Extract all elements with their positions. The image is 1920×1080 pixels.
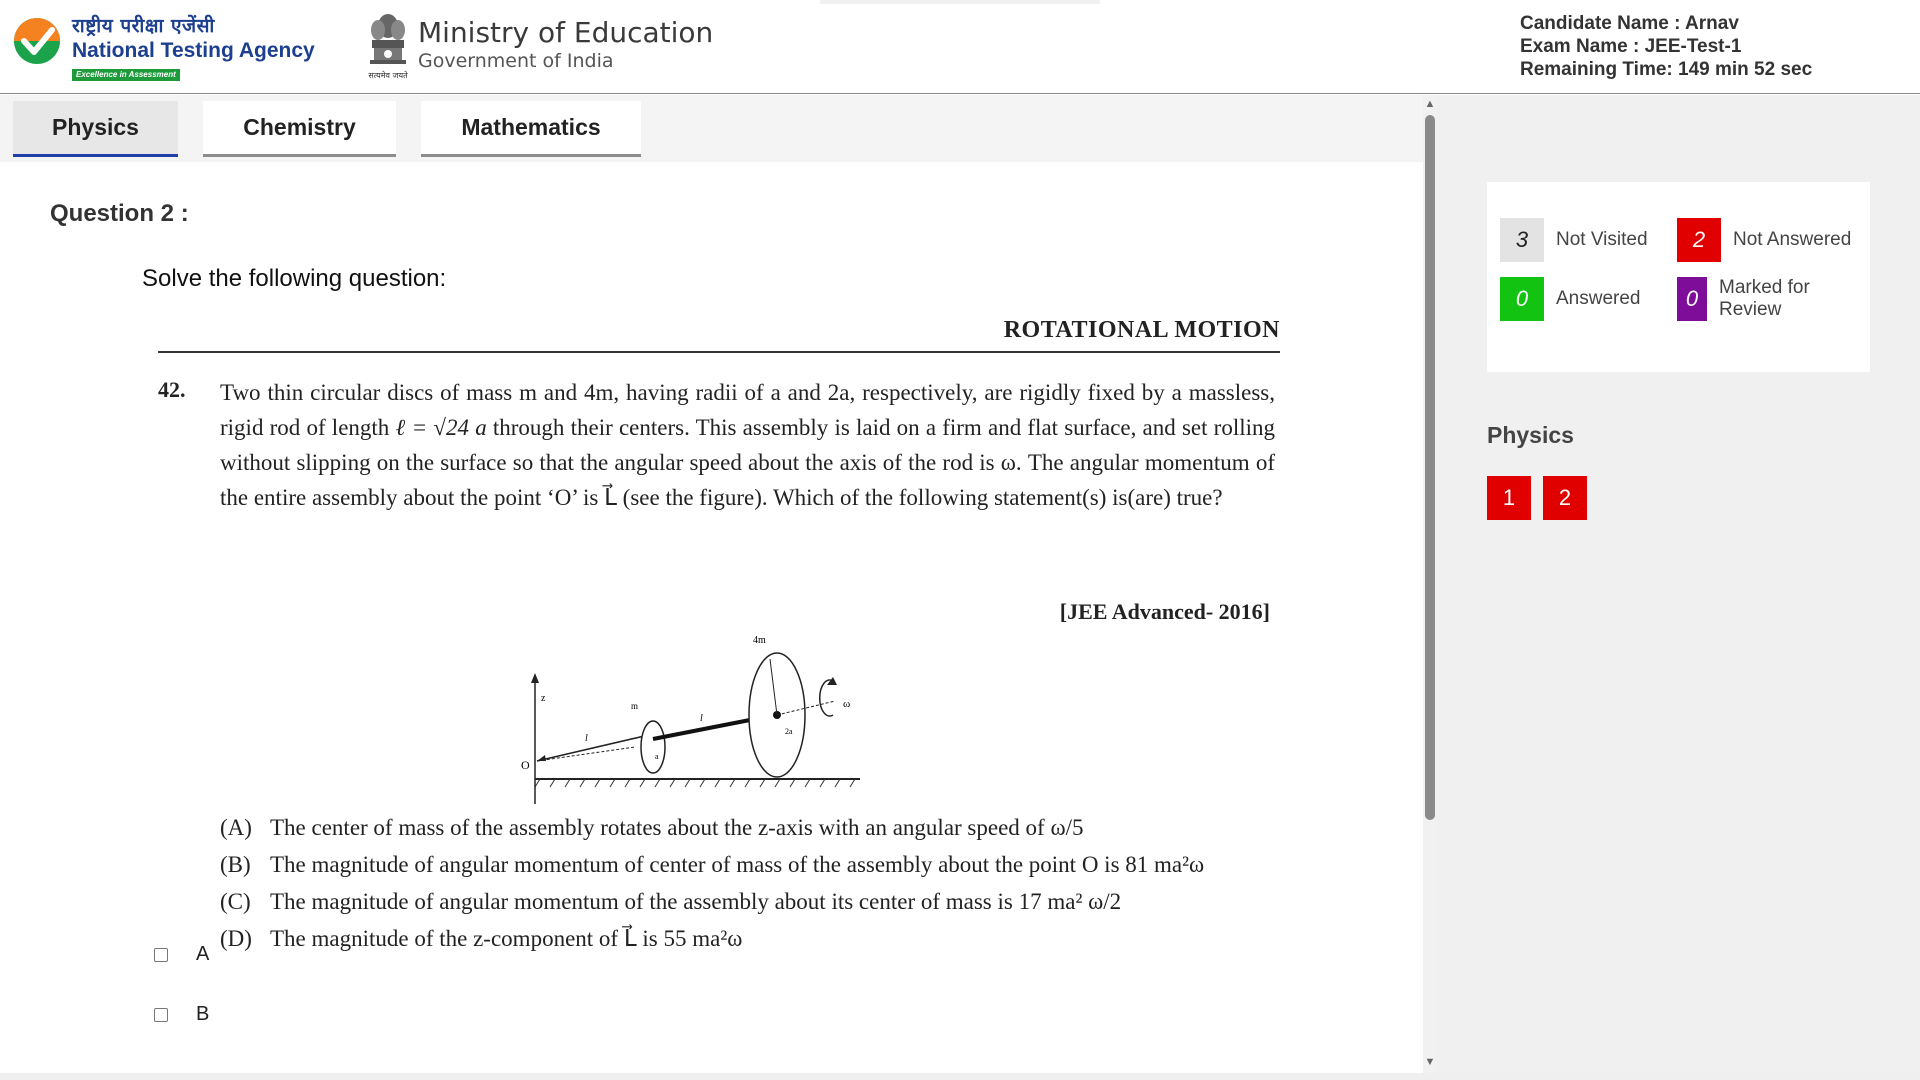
legend-not-visited <box>1500 218 1648 262</box>
question-text-part1: Two thin circular discs of mass m and 4m, having radii of a and 2a, respectively, are rigidly fixed by a massless, rigid rod of length <box>220 380 1275 440</box>
subject-tabs <box>0 95 1423 162</box>
legend-not-answered <box>1677 218 1863 262</box>
angular-momentum-symbol: L⃗ <box>604 485 617 510</box>
option-key: (A) <box>220 815 252 840</box>
label-l1: l <box>585 733 588 744</box>
question-palette-button-1[interactable]: 1 <box>1487 476 1531 520</box>
nta-name: National Testing Agency <box>72 39 315 62</box>
ministry-brand <box>418 16 713 72</box>
option-key: (B) <box>220 852 251 877</box>
option-key: (D) <box>220 926 252 951</box>
ministry-subtitle: Government of India <box>418 50 614 72</box>
not-answered-count: 2 <box>1677 218 1721 262</box>
header <box>0 0 1920 94</box>
section-rule <box>158 351 1280 353</box>
question-content <box>150 317 1280 997</box>
not-visited-label: Not Visited <box>1556 229 1648 250</box>
bottom-strip <box>0 1073 1920 1080</box>
not-answered-label: Not Answered <box>1733 229 1852 250</box>
nta-tagline: Excellence in Assessment <box>72 69 180 81</box>
marked-count: 0 <box>1677 277 1707 321</box>
label-a: a <box>655 752 659 761</box>
option-key: (C) <box>220 889 251 914</box>
top-decoration <box>820 0 1100 4</box>
label-o: O <box>521 758 530 772</box>
answered-label: Answered <box>1556 288 1641 309</box>
option-text: The center of mass of the assembly rotates about the z-axis with an angular speed of ω/5 <box>270 815 1084 840</box>
option-text: The magnitude of the z-component of L⃗ is 55 ma²ω <box>270 926 743 951</box>
option-text: The magnitude of angular momentum of the assembly about its center of mass is 17 ma² ω/2 <box>270 889 1122 914</box>
option-a <box>220 812 1280 843</box>
question-text <box>220 375 1275 515</box>
candidate-name: Candidate Name : Arnav <box>1520 13 1739 34</box>
choice-a-label: A <box>196 943 210 965</box>
question-number: 42. <box>158 377 186 402</box>
question-source: [JEE Advanced- 2016] <box>1059 599 1270 624</box>
label-omega: ω <box>843 698 851 710</box>
marked-label: Marked for Review <box>1719 277 1810 320</box>
palette-title: Physics <box>1487 422 1574 448</box>
scroll-up-arrow-icon[interactable]: ▲ <box>1424 98 1436 110</box>
answered-count: 0 <box>1500 277 1544 321</box>
nta-hindi-name: राष्ट्रीय परीक्षा एजेंसी <box>72 15 215 37</box>
tab-mathematics[interactable]: Mathematics <box>421 101 641 157</box>
option-d <box>220 923 1280 954</box>
question-instruction: Solve the following question: <box>142 265 447 292</box>
scrollbar-thumb[interactable] <box>1425 115 1435 820</box>
question-text-part3: (see the figure). Which of the following statement(s) is(are) true? <box>616 485 1223 510</box>
label-2a: 2a <box>785 727 793 736</box>
question-text-part2: through their centers. This assembly is laid on a firm and flat surface, and set rolling without slipping on the surface so that the angular speed about the axis of the rod is ω. The angular momentum of the entire assembly about the point ‘O’ is <box>220 415 1276 510</box>
choice-b-checkbox[interactable] <box>154 1008 168 1022</box>
answer-options <box>220 812 1280 960</box>
question-palette-button-2[interactable]: 2 <box>1543 476 1587 520</box>
choice-b-label: B <box>196 1003 210 1025</box>
exam-name: Exam Name : JEE-Test-1 <box>1520 36 1742 57</box>
choice-b[interactable] <box>154 1003 209 1026</box>
choice-a-checkbox[interactable] <box>154 948 168 962</box>
tab-physics[interactable]: Physics <box>13 101 178 157</box>
rod-length-expression: ℓ = √24 a <box>395 415 487 440</box>
rolling-discs-figure <box>515 629 875 809</box>
remaining-time: Remaining Time: 149 min 52 sec <box>1520 59 1813 80</box>
question-panel <box>0 95 1423 1080</box>
label-4m: 4m <box>753 635 766 646</box>
legend-marked-review <box>1677 277 1839 321</box>
section-heading: ROTATIONAL MOTION <box>1003 317 1280 343</box>
national-emblem-icon <box>362 10 414 82</box>
not-visited-count: 3 <box>1500 218 1544 262</box>
question-label: Question 2 : <box>50 200 189 227</box>
choice-a[interactable] <box>154 943 209 966</box>
legend-answered <box>1500 277 1641 321</box>
option-text: The magnitude of angular momentum of center of mass of the assembly about the point O is 81 ma²ω <box>270 852 1205 877</box>
option-b <box>220 849 1280 880</box>
tab-chemistry[interactable]: Chemistry <box>203 101 396 157</box>
nta-logo-icon <box>12 16 62 66</box>
scroll-down-arrow-icon[interactable]: ▼ <box>1424 1056 1436 1068</box>
label-z: z <box>541 693 546 704</box>
ministry-title: Ministry of Education <box>418 16 714 49</box>
label-l2: l <box>700 713 703 724</box>
status-legend <box>1487 182 1870 372</box>
candidate-info <box>1520 12 1812 81</box>
option-c <box>220 886 1280 917</box>
nta-brand <box>72 14 315 82</box>
label-m: m <box>631 701 639 711</box>
emblem-motto: सत्यमेव जयते <box>368 71 408 80</box>
